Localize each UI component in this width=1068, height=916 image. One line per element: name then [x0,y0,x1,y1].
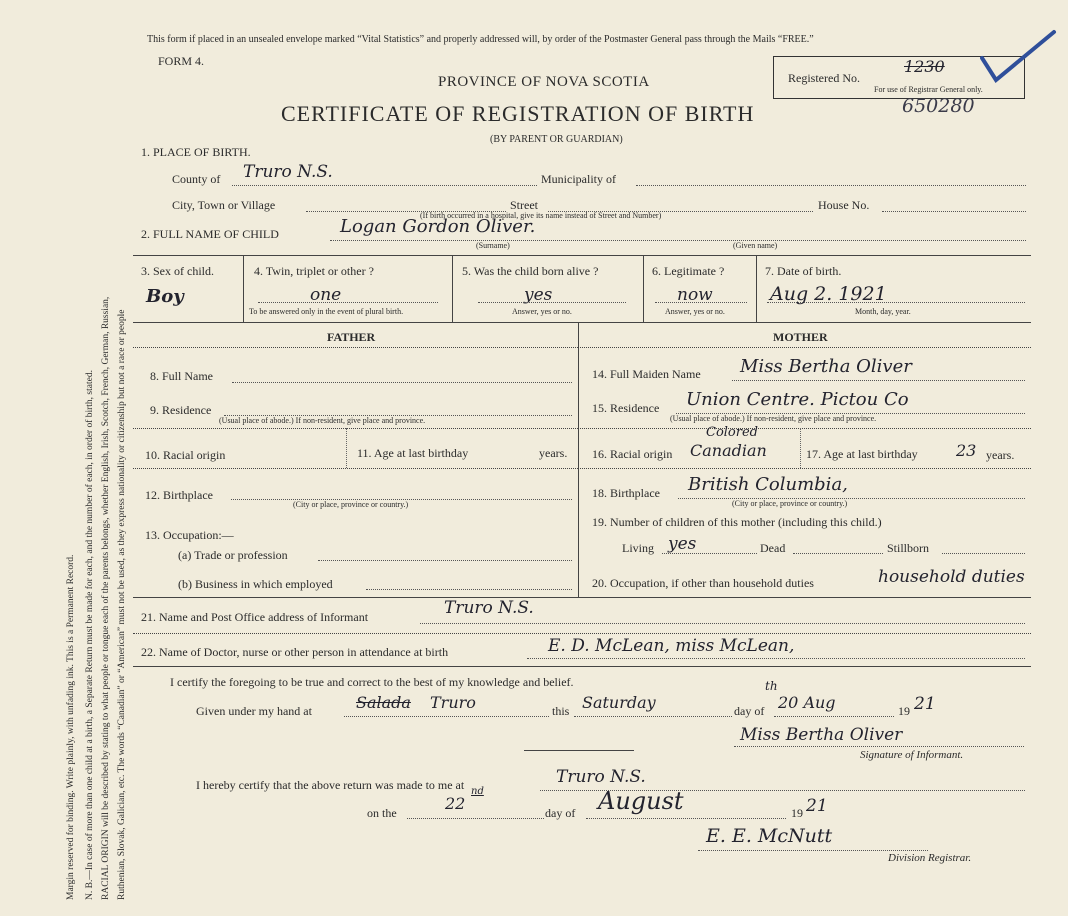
sex-value: Boy [146,286,184,307]
stillborn-label: Stillborn [887,541,930,555]
father-residence-label: 9. Residence [150,403,212,417]
mother-children-label: 19. Number of children of this mother (including this child.) [592,515,882,529]
day-of-label: day of [734,704,765,718]
registered-struck: 1230 [904,57,945,76]
father-trade-label: (a) Trade or profession [178,548,288,562]
registrar-signature: E. E. McNutt [706,825,833,847]
mother-racial-label: 16. Racial origin [592,447,673,461]
registrar-signature-label: Division Registrar. [888,852,972,864]
alive-label: 5. Was the child born alive ? [462,264,599,278]
living-value: yes [668,534,697,554]
mother-age-label: 17. Age at last birthday [806,447,918,461]
father-racial-label: 10. Racial origin [145,448,226,462]
mother-residence-note: (Usual place of abode.) If non-resident, give place and province. [670,414,877,423]
father-residence-note: (Usual place of abode.) If non-resident, give place and province. [219,416,426,425]
twin-note: To be answered only in the event of plural birth. [249,307,404,316]
margin-note-4: Ruthenian, Slovak, Galician, etc. The words “Canadian” or “American” must not be used, as they express nationality or citizenship but not a race or people [117,309,127,900]
surname-note: (Surname) [476,241,510,250]
alive-note: Answer, yes or no. [512,307,572,316]
mother-birthplace-note: (City or place, province or country.) [732,499,848,508]
informant-label: 21. Name and Post Office address of Informant [141,610,369,624]
certificate-subtitle: (BY PARENT OR GUARDIAN) [490,134,623,145]
registrar-year-value: 21 [806,796,828,816]
father-name-label: 8. Full Name [150,369,213,383]
father-occupation-label: 13. Occupation:— [145,528,234,542]
informant-signature-label: Signature of Informant. [860,749,964,761]
municipality-label: Municipality of [541,172,616,186]
registrar-year-prefix: 19 [791,806,803,820]
father-heading: FATHER [327,330,376,344]
mother-occupation-value: household duties [878,567,1025,587]
street-label: Street [510,198,538,212]
mother-age-value: 23 [956,441,977,460]
informant-signature: Miss Bertha Oliver [740,725,903,745]
sex-label: 3. Sex of child. [141,264,214,278]
mother-maiden-value: Miss Bertha Oliver [740,356,912,377]
mother-age-years: years. [986,448,1015,462]
registrar-month-value: August [598,787,684,815]
hospital-note: (If birth occurred in a hospital, give its name instead of Street and Number) [420,211,662,220]
doctor-label: 22. Name of Doctor, nurse or other person in attendance at birth [141,645,449,659]
mother-residence-label: 15. Residence [592,401,660,415]
day-value: 20 Aug [778,693,836,712]
legitimate-note: Answer, yes or no. [665,307,725,316]
year-prefix: 19 [898,704,910,718]
certificate-title: CERTIFICATE OF REGISTRATION OF BIRTH [281,101,755,126]
registrar-day-sup: nd [471,786,484,797]
mother-residence-value: Union Centre. Pictou Co [686,389,909,410]
on-the-label: on the [367,806,397,820]
certify-text: I certify the foregoing to be true and correct to the best of my knowledge and belief. [170,675,574,689]
father-age-label: 11. Age at last birthday [357,446,469,460]
registrar-day-value: 22 [445,794,466,813]
registrar-place-value: Truro N.S. [556,767,646,787]
child-name-value: Logan Gordon Oliver. [340,216,536,237]
date-of-birth-note: Month, day, year. [855,307,911,316]
margin-note-1: Margin reserved for binding. Write plainly, with unfading ink. This is a Permanent Record. [66,554,76,900]
house-number-label: House No. [818,198,870,212]
date-of-birth-label: 7. Date of birth. [765,264,842,278]
registrar-certify-text: I hereby certify that the above return was made to me at [196,778,465,792]
father-birthplace-note: (City or place, province or country.) [293,500,409,509]
legitimate-value: now [677,285,713,305]
margin-note-3: RACIAL ORIGIN will be described by stating to what people or tongue each of the parents belongs, whether English, Irish, Scotch, French, German, Russian, [101,296,111,900]
form-number: FORM 4. [158,54,205,68]
father-age-years: years. [539,446,568,460]
given-under-hand-label: Given under my hand at [196,704,312,718]
place-of-birth-label: 1. PLACE OF BIRTH. [141,145,251,159]
twin-value: one [310,285,342,305]
registrar-day-of-label: day of [545,806,576,820]
registered-number: 650280 [902,95,975,117]
this-value: Saturday [582,693,656,712]
mother-racial-insert: Colored [706,425,758,440]
child-name-label: 2. FULL NAME OF CHILD [141,227,279,241]
city-label: City, Town or Village [172,198,276,212]
mother-maiden-label: 14. Full Maiden Name [592,367,701,381]
mother-racial-value: Canadian [690,441,767,460]
registered-label: Registered No. [788,71,860,85]
margin-note-2: N. B.—In case of more than one child at a birth, a Separate Return must be made for each, and the number of each, in order of birth, stated. [85,370,95,900]
county-label: County of [172,172,221,186]
informant-value: Truro N.S. [444,598,534,618]
mother-heading: MOTHER [773,330,828,344]
county-value: Truro N.S. [243,162,333,182]
checkmark-icon [980,28,1060,86]
given-place-value: Truro [430,693,476,712]
mother-occupation-label: 20. Occupation, if other than household duties [592,576,814,590]
mother-birthplace-value: British Columbia, [688,474,848,495]
registered-note: For use of Registrar General only. [874,85,983,94]
year-value: 21 [914,694,936,714]
province-heading: PROVINCE OF NOVA SCOTIA [438,74,650,90]
given-name-note: (Given name) [733,241,778,250]
alive-value: yes [524,285,553,305]
day-sup: th [765,679,778,693]
date-of-birth-value: Aug 2. 1921 [770,283,887,305]
given-place-struck: Salada [356,693,411,712]
dead-label: Dead [760,541,786,555]
father-business-label: (b) Business in which employed [178,577,333,591]
legitimate-label: 6. Legitimate ? [652,264,725,278]
postal-notice: This form if placed in an unsealed envelope marked “Vital Statistics” and properly addressed will, by order of the Postmaster General pass through the Mails “FREE.” [147,34,814,45]
doctor-value: E. D. McLean, miss McLean, [548,636,795,656]
twin-label: 4. Twin, triplet or other ? [254,264,374,278]
mother-birthplace-label: 18. Birthplace [592,486,660,500]
this-label: this [552,704,570,718]
living-label: Living [622,541,654,555]
father-birthplace-label: 12. Birthplace [145,488,213,502]
